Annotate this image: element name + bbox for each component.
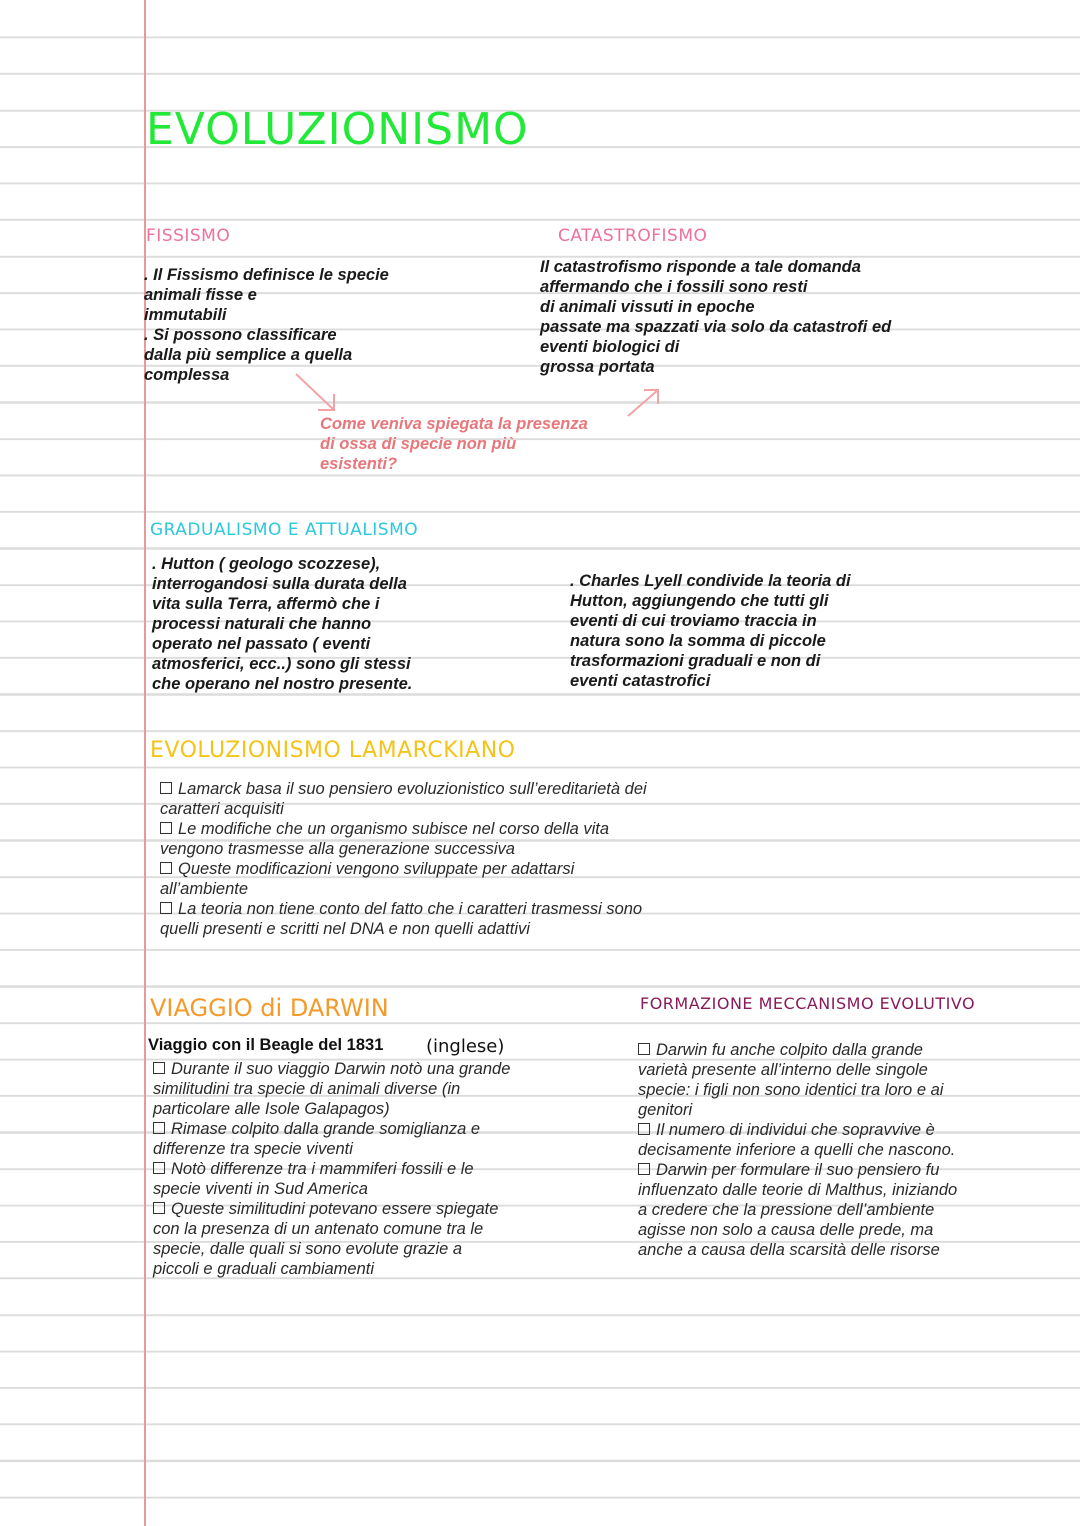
formazione-item: Darwin per formulare il suo pensiero fu influenzato dalle teorie di Malthus, iniziando a credere che la pressione dell’ambiente agisse non solo a causa delle prede, ma anche a causa della scarsità delle risorse xyxy=(638,1161,958,1259)
hutton-line: interrogandosi sulla durata della xyxy=(152,575,407,593)
darwin-subheading: Viaggio con il Beagle del 1831 xyxy=(148,1036,384,1054)
hutton-line: processi naturali che hanno xyxy=(152,615,372,633)
darwin-item: Queste similitudini potevano essere spiegate con la presenza di un antenato comune tra le specie, dalle quali si sono evolute grazie a piccoli e graduali cambiamenti xyxy=(153,1200,499,1278)
checkbox-icon xyxy=(160,822,172,834)
lyell-line: eventi catastrofici xyxy=(570,672,711,690)
catastrofismo-line: di animali vissuti in epoche xyxy=(540,298,755,316)
gradualismo-heading: GRADUALISMO E ATTUALISMO xyxy=(150,520,419,540)
lamarck-item: La teoria non tiene conto del fatto che i caratteri trasmessi sono quelli presenti e scritti nel DNA e non quelli adattivi xyxy=(160,900,643,938)
checkbox-icon xyxy=(153,1062,165,1074)
catastrofismo-line: passate ma spazzati via solo da catastrofi ed xyxy=(540,318,892,336)
catastrofismo-line: grossa portata xyxy=(540,358,655,376)
catastrofismo-line: eventi biologici di xyxy=(540,338,680,356)
formazione-heading: FORMAZIONE MECCANISMO EVOLUTIVO xyxy=(640,994,976,1013)
darwin-list xyxy=(153,1059,593,1279)
catastrofismo-text xyxy=(540,257,891,377)
formazione-item: Darwin fu anche colpito dalla grande varietà presente all’interno delle singole specie: i figli non sono identici tra loro e ai genitori xyxy=(638,1041,944,1119)
catastrofismo-heading: CATASTROFISMO xyxy=(558,226,708,246)
fissismo-line: complessa xyxy=(144,366,230,384)
lamarck-item: Le modifiche che un organismo subisce nel corso della vita vengono trasmesse alla generazione successiva xyxy=(160,820,610,858)
question-text xyxy=(320,414,588,474)
arrow-up-right-icon xyxy=(624,384,668,420)
darwin-item: Durante il suo viaggio Darwin notò una grande similitudini tra specie di animali diverse (in particolare alle Isole Galapagos) xyxy=(153,1060,511,1118)
darwin-annotation: (inglese) xyxy=(426,1036,505,1057)
hutton-line: vita sulla Terra, affermò che i xyxy=(152,595,380,613)
lyell-line: natura sono la somma di piccole xyxy=(570,632,826,650)
lyell-text xyxy=(570,571,851,691)
lamarck-item: Queste modificazioni vengono sviluppate per adattarsi all’ambiente xyxy=(160,860,575,898)
lamarck-list xyxy=(160,779,780,939)
page-title-text: EVOLUZIONISMO xyxy=(146,104,529,155)
lamarck-item: Lamarck basa il suo pensiero evoluzionistico sull’ereditarietà dei caratteri acquisiti xyxy=(160,780,647,818)
fissismo-line: . Il Fissismo definisce le specie xyxy=(144,266,389,284)
fissismo-heading: FISSISMO xyxy=(146,226,231,246)
arrow-down-right-icon xyxy=(290,370,350,420)
checkbox-icon xyxy=(160,782,172,794)
fissismo-line: immutabili xyxy=(144,306,227,324)
question-line: esistenti? xyxy=(320,455,398,473)
darwin-heading: VIAGGIO di DARWIN xyxy=(150,994,389,1022)
question-line: di ossa di specie non più xyxy=(320,435,517,453)
checkbox-icon xyxy=(638,1043,650,1055)
lyell-line: eventi di cui troviamo traccia in xyxy=(570,612,817,630)
question-line: Come veniva spiegata la presenza xyxy=(320,415,588,433)
fissismo-line: animali fisse e xyxy=(144,286,257,304)
checkbox-icon xyxy=(153,1122,165,1134)
hutton-line: . Hutton ( geologo scozzese), xyxy=(152,555,381,573)
checkbox-icon xyxy=(153,1202,165,1214)
page-title xyxy=(146,104,529,155)
hutton-text xyxy=(152,554,412,694)
fissismo-line: dalla più semplice a quella xyxy=(144,346,353,364)
checkbox-icon xyxy=(638,1163,650,1175)
fissismo-text xyxy=(144,265,389,385)
darwin-item: Notò differenze tra i mammiferi fossili e le specie viventi in Sud America xyxy=(153,1160,474,1198)
checkbox-icon xyxy=(638,1123,650,1135)
catastrofismo-line: affermando che i fossili sono resti xyxy=(540,278,808,296)
lamarck-heading: EVOLUZIONISMO LAMARCKIANO xyxy=(150,738,516,763)
formazione-list xyxy=(638,1040,1058,1260)
checkbox-icon xyxy=(160,902,172,914)
checkbox-icon xyxy=(153,1162,165,1174)
lyell-line: . Charles Lyell condivide la teoria di xyxy=(570,572,851,590)
fissismo-line: . Si possono classificare xyxy=(144,326,337,344)
lyell-line: trasformazioni graduali e non di xyxy=(570,652,821,670)
hutton-line: operato nel passato ( eventi xyxy=(152,635,371,653)
checkbox-icon xyxy=(160,862,172,874)
darwin-item: Rimase colpito dalla grande somiglianza e differenze tra specie viventi xyxy=(153,1120,481,1158)
catastrofismo-line: Il catastrofismo risponde a tale domanda xyxy=(540,258,861,276)
formazione-item: Il numero di individui che sopravvive è decisamente inferiore a quelli che nascono. xyxy=(638,1121,956,1159)
hutton-line: che operano nel nostro presente. xyxy=(152,675,413,693)
hutton-line: atmosferici, ecc..) sono gli stessi xyxy=(152,655,411,673)
lyell-line: Hutton, aggiungendo che tutti gli xyxy=(570,592,829,610)
